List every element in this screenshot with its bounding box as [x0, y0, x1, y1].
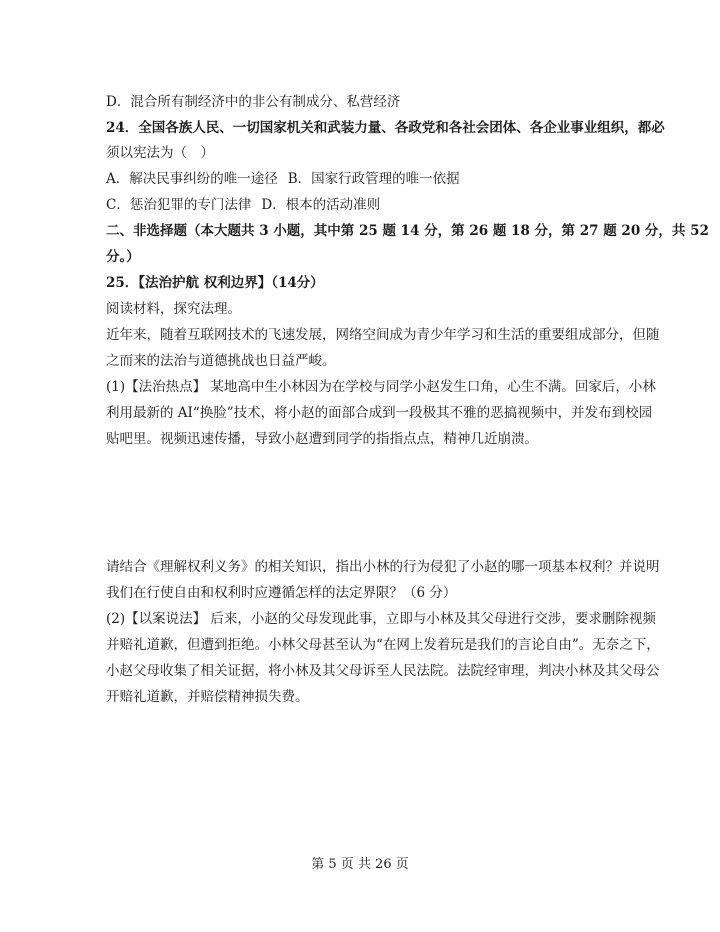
- question-24-options-row-1: [106, 169, 626, 189]
- question-24-stem-line-2: 须以宪法为（ ）: [106, 145, 214, 161]
- section-heading-line-2: 分。）: [106, 249, 140, 265]
- question-25-title: 25．【法治护航 权利边界】（14分）: [106, 275, 324, 291]
- question-24-stem-line-1: 24．全国各族人民、一切国家机关和武装力量、各政党和各社会团体、各企业事业组织，都必: [106, 120, 665, 136]
- option-c: C．惩治犯罪的专门法律: [106, 197, 252, 213]
- question-24-options-row-2: [106, 195, 626, 215]
- part-1-question-line-1: 请结合《理解权利义务》的相关知识，指出小林的行为侵犯了小赵的哪一项基本权利？并说明: [106, 559, 660, 575]
- part-1-line-1: (1)【法治热点】 某地高中生小林因为在学校与同学小赵发生口角，心生不满。回家后，小林: [106, 379, 656, 395]
- part-2-line-4: 开赔礼道歉，并赔偿精神损失费。: [106, 689, 309, 705]
- reading-instruction: 阅读材料，探究法理。: [106, 301, 241, 317]
- part-2-line-1: (2)【以案说法】 后来，小赵的父母发现此事，立即与小林及其父母进行交涉，要求删除视频: [106, 611, 656, 627]
- page-number-footer: 第 5 页 共 26 页: [311, 857, 409, 872]
- part-1-line-3: 贴吧里。视频迅速传播，导致小赵遭到同学的指指点点，精神几近崩溃。: [106, 431, 538, 447]
- intro-paragraph-line-2: 之而来的法治与道德挑战也日益严峻。: [106, 353, 336, 369]
- part-2-line-2: 并赔礼道歉，但遭到拒绝。小林父母甚至认为“在网上发着玩是我们的言论自由”。无奈之下，: [106, 637, 660, 653]
- part-2-line-3: 小赵父母收集了相关证据，将小林及其父母诉至人民法院。法院经审理，判决小林及其父母公: [106, 663, 660, 679]
- part-1-question-line-2: 我们在行使自由和权利时应遵循怎样的法定界限？（6 分）: [106, 585, 457, 601]
- section-heading-line-1: 二、非选择题（本大题共 3 小题，其中第 25 题 14 分，第 26 题 18 分，第 27 题 20 分，共 52: [106, 223, 709, 239]
- option-b: B．国家行政管理的唯一依据: [287, 171, 460, 187]
- option-a: A．解决民事纠纷的唯一途径: [106, 171, 278, 187]
- part-1-line-2: 利用最新的 AI“换脸”技术，将小赵的面部合成到一段极其不雅的恶搞视频中，并发布到校园: [106, 405, 653, 421]
- intro-paragraph-line-1: 近年来，随着互联网技术的飞速发展，网络空间成为青少年学习和生活的重要组成部分，但随: [106, 327, 660, 343]
- option-d-q23: D．混合所有制经济中的非公有制成分、私营经济: [106, 94, 401, 110]
- option-d: D．根本的活动准则: [261, 197, 381, 213]
